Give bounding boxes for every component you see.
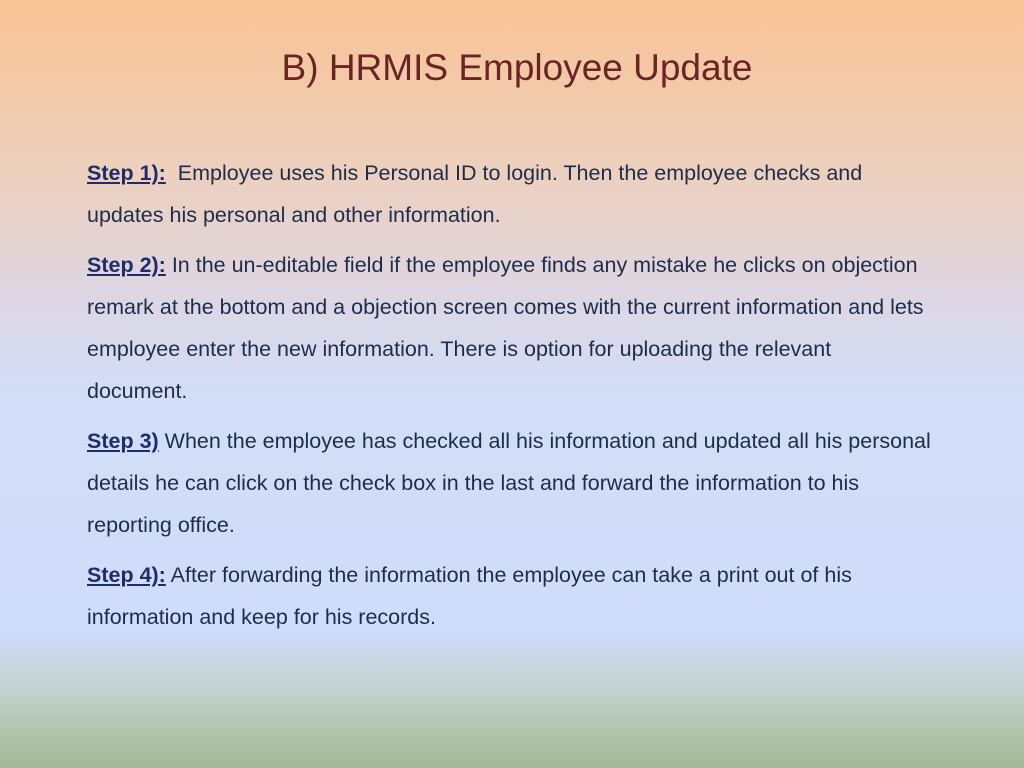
- step-4-label: Step 4):: [87, 563, 166, 587]
- step-3-text: When the employee has checked all his information and updated all his personal details he can click on the check box in the last and forward the information to his reporting office.: [87, 429, 931, 537]
- step-2-text: In the un-editable field if the employee finds any mistake he clicks on objection remark at the bottom and a objection screen comes with the current information and lets employee enter the new information. There is option for uploading the relevant document.: [87, 253, 924, 403]
- step-1-text: Employee uses his Personal ID to login. Then the employee checks and updates his personal and other information.: [87, 161, 863, 227]
- slide-title: B) HRMIS Employee Update: [281, 47, 753, 88]
- step-4: [87, 554, 932, 638]
- step-1-label: Step 1):: [87, 161, 166, 185]
- step-2-label: Step 2):: [87, 253, 166, 277]
- steps-list: [87, 152, 932, 646]
- step-1: [87, 152, 932, 236]
- step-4-text: After forwarding the information the employee can take a print out of his information and keep for his records.: [87, 563, 852, 629]
- step-3: [87, 420, 932, 546]
- step-2: [87, 244, 932, 412]
- step-3-label: Step 3): [87, 429, 159, 453]
